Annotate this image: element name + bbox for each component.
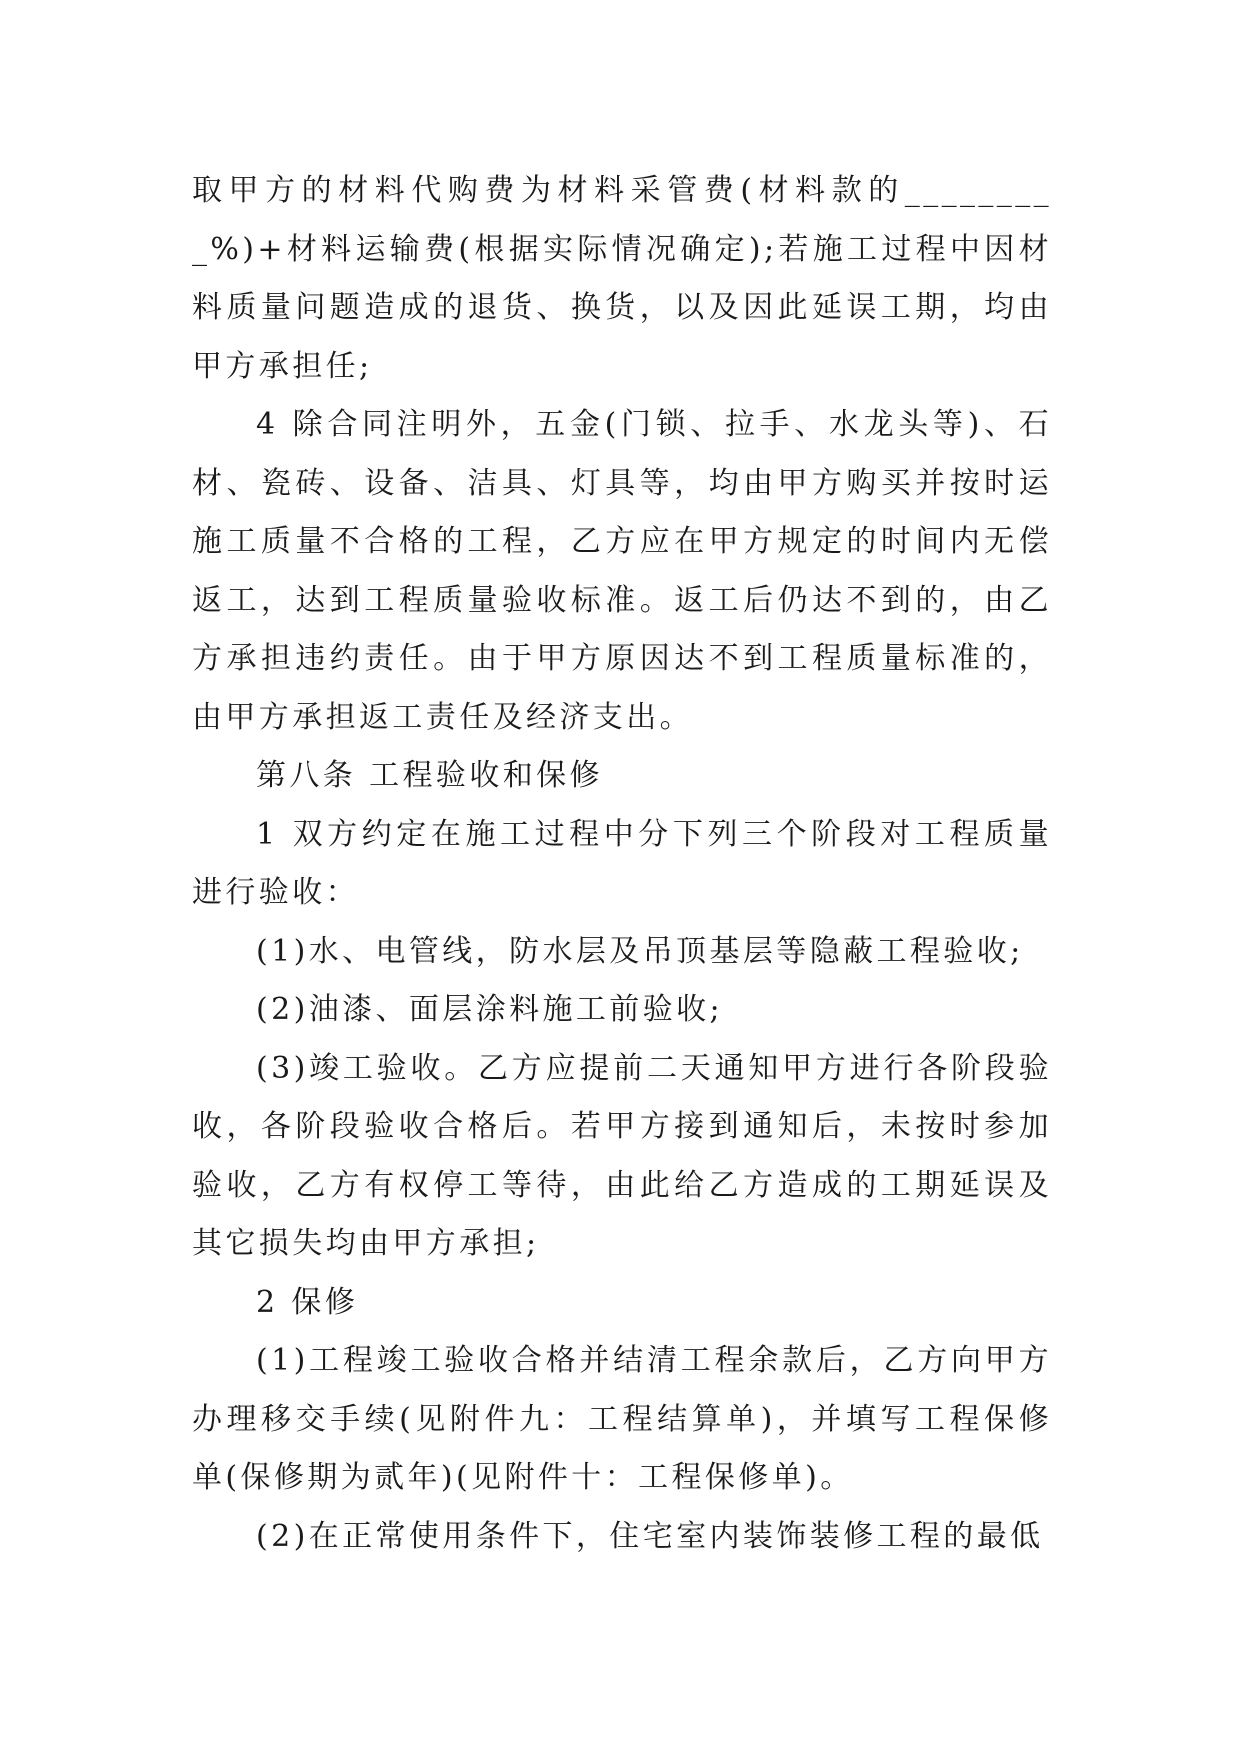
paragraph-acceptance-stages: 1 双方约定在施工过程中分下列三个阶段对工程质量进行验收： [192, 816, 1052, 910]
list-item-paint-acceptance: (2)油漆、面层涂料施工前验收; [256, 992, 724, 1027]
paragraph-material-fee: 取甲方的材料代购费为材料采管费(材料款的_________%)+材料运输费(根据实际情况确定);若施工过程中因材料质量问题造成的退货、换货，以及因此延误工期，均由甲方承担任; [192, 173, 1052, 384]
document-body [192, 162, 1052, 1566]
list-item-concealed-works: (1)水、电管线，防水层及吊顶基层等隐蔽工程验收; [256, 933, 1024, 969]
list-item-handover: (1)工程竣工验收合格并结清工程余款后，乙方向甲方办理移交手续(见附件九：工程结算单)，并填写工程保修单(保修期为贰年)(见附件十：工程保修单)。 [192, 1343, 1052, 1495]
article-8-heading: 第八条 工程验收和保修 [256, 758, 603, 793]
paragraph-hardware-purchase: 4 除合同注明外，五金(门锁、拉手、水龙头等)、石材、瓷砖、设备、洁具、灯具等，均由甲方购买并按时运施工质量不合格的工程，乙方应在甲方规定的时间内无偿返工，达到工程质量验收标准。返工后仍达不到的，由乙方承担违约责任。由于甲方原因达不到工程质量标准的，由甲方承担返工责任及经济支出。 [192, 407, 1052, 735]
list-item-normal-use: (2)在正常使用条件下，住宅室内装饰装修工程的最低 [256, 1518, 1044, 1554]
section-warranty-heading: 2 保修 [256, 1284, 359, 1320]
list-item-completion-acceptance: (3)竣工验收。乙方应提前二天通知甲方进行各阶段验收，各阶段验收合格后。若甲方接到通知后，未按时参加验收，乙方有权停工等待，由此给乙方造成的工期延误及其它损失均由甲方承担; [192, 1050, 1052, 1261]
